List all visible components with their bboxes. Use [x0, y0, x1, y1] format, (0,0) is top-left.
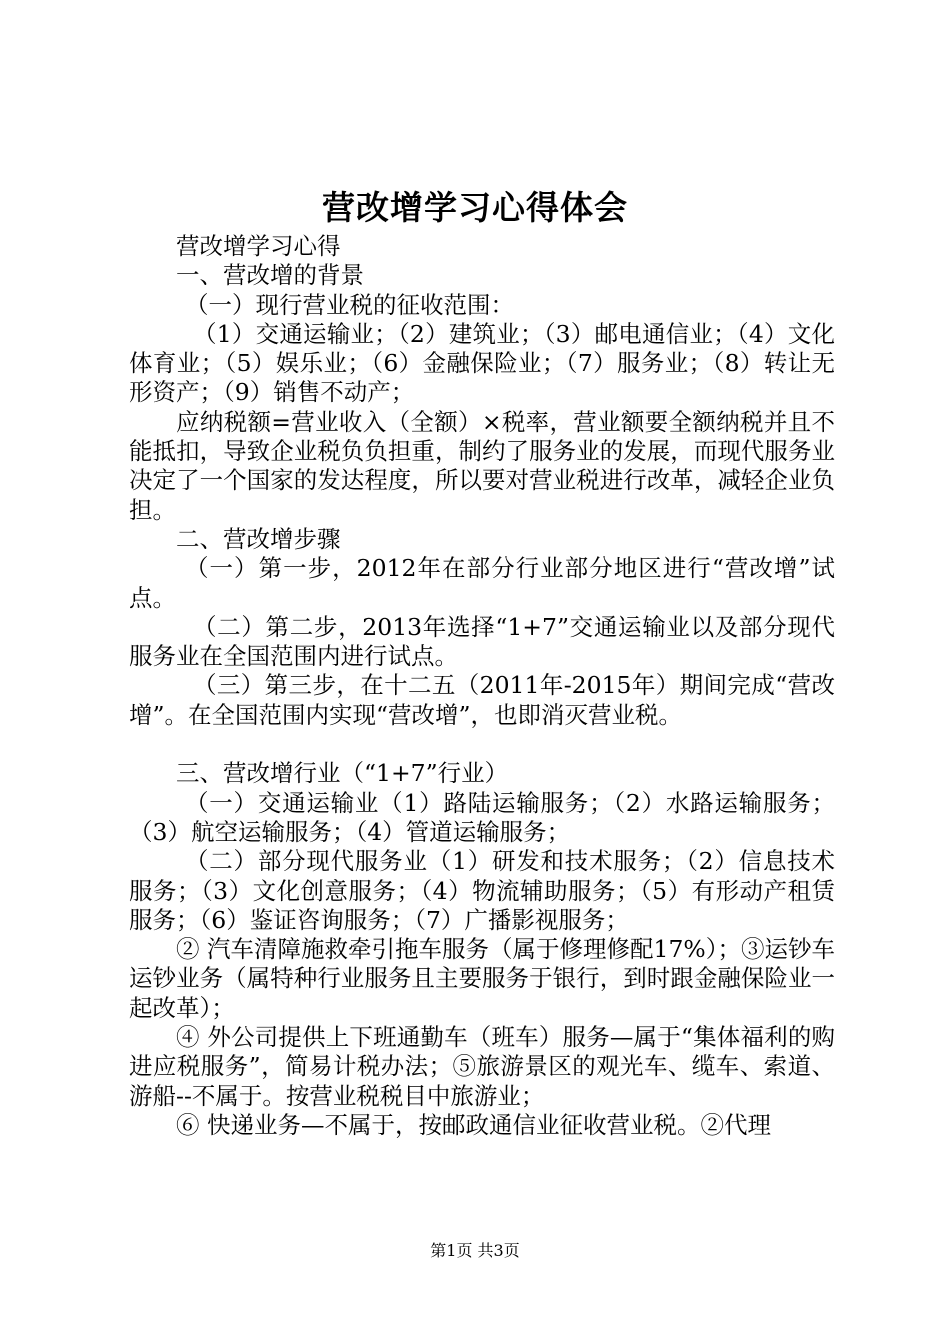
page-footer: 第1页 共3页	[430, 1241, 520, 1260]
paragraph: （一）第一步，2012年在部分行业部分地区进行“营改增”试点。	[129, 554, 835, 612]
paragraph: ④ 外公司提供上下班通勤车（班车）服务—属于“集体福利的购进应税服务”，简易计税办法；⑤旅游景区的观光车、缆车、索道、游船--不属于。按营业税税目中旅游业；	[129, 1023, 835, 1110]
paragraph: （二）部分现代服务业（1）研发和技术服务；（2）信息技术服务；（3）文化创意服务；（4）物流辅助服务；（5）有形动产租赁服务；（6）鉴证咨询服务；（7）广播影视服务；	[129, 847, 835, 934]
section-heading-steps: 二、营改增步骤	[176, 524, 341, 553]
paragraph: （三）第三步，在十二五（2011年-2015年）期间完成“营改增”。在全国范围内实现“营改增”，也即消灭营业税。	[129, 671, 835, 729]
blank-line	[129, 730, 835, 759]
paragraph: ② 汽车清障施救牵引拖车服务（属于修理修配17%）；③运钞车运钞业务（属特种行业服务且主要服务于银行，到时跟金融保险业一起改革）；	[129, 935, 835, 1022]
paragraph: （二）第二步，2013年选择“1+7”交通运输业以及部分现代服务业在全国范围内进行试点。	[129, 612, 835, 671]
subsection-heading: （一）现行营业税的征收范围：	[185, 290, 514, 319]
document-body	[129, 232, 835, 1140]
document-title: 营改增学习心得体会	[322, 188, 628, 227]
paragraph: （一）交通运输业（1）路陆运输服务；（2）水路运输服务；（3）航空运输服务；（4）管道运输服务；	[129, 788, 835, 846]
paragraph: （1）交通运输业；（2）建筑业；（3）邮电通信业；（4）文化体育业；（5）娱乐业；（6）金融保险业；（7）服务业；（8）转让无形资产；（9）销售不动产；	[129, 319, 835, 407]
section-heading-background: 一、营改增的背景	[176, 261, 364, 290]
paragraph: ⑥ 快递业务—不属于，按邮政通信业征收营业税。②代理	[176, 1110, 771, 1139]
paragraph-subtitle: 营改增学习心得	[176, 232, 341, 260]
paragraph: 应纳税额=营业收入（全额）×税率，营业额要全额纳税并且不能抵扣，导致企业税负负担重，制约了服务业的发展，而现代服务业决定了一个国家的发达程度，所以要对营业税进行改革，减轻企业负担。	[129, 407, 835, 524]
section-heading-industries: 三、营改增行业（“1+7”行业）	[176, 759, 509, 788]
